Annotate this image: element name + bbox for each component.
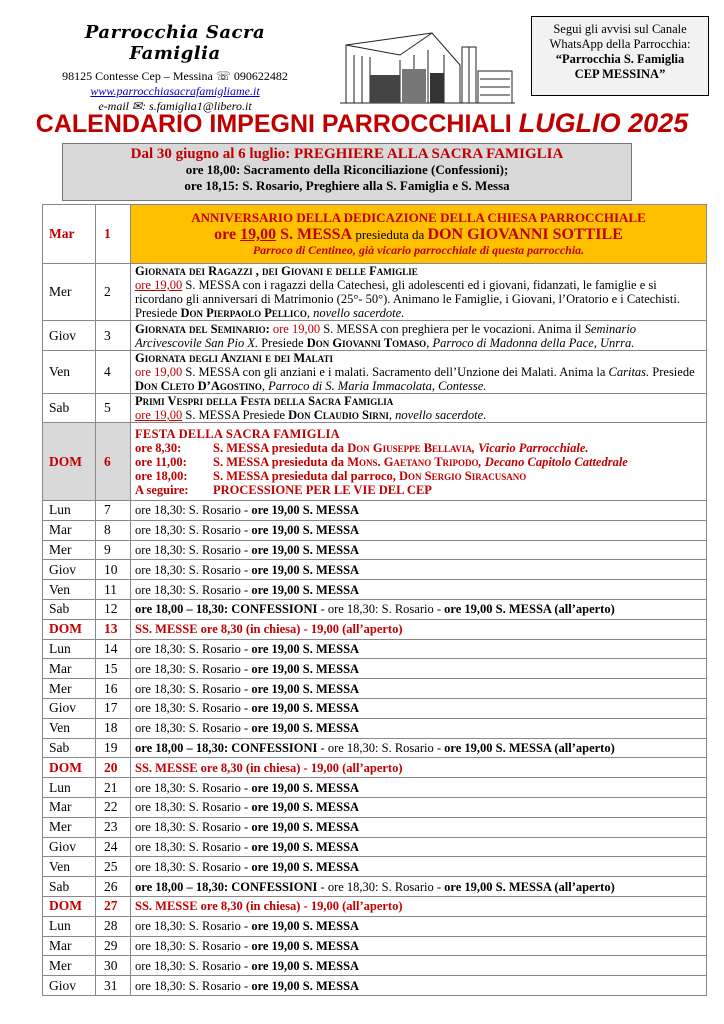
day-number: 10 [96, 560, 131, 580]
table-row [43, 877, 707, 897]
day-number: 31 [96, 976, 131, 996]
day-schedule: ore 18,30: S. Rosario - ore 19,00 S. MESSA [131, 976, 707, 996]
day-schedule: ore 18,30: S. Rosario - ore 19,00 S. MESSA [131, 540, 707, 560]
day-name: DOM [43, 423, 96, 501]
event-seminary-day: Giornata del Seminario: ore 19,00 S. MESSA con preghiera per le vocazioni. Anima il Seminario Arcivescovile San Pio X. Presiede Don Giovanni Tomaso, Parroco di Madonna della Pace, Unrra. [131, 321, 707, 351]
title-main: CALENDARIO IMPEGNI PARROCCHIALI [35, 110, 512, 138]
day-schedule: ore 18,30: S. Rosario - ore 19,00 S. MESSA [131, 956, 707, 976]
table-row [43, 976, 707, 996]
table-row [43, 619, 707, 639]
day-number: 17 [96, 698, 131, 718]
day-name: Giov [43, 560, 96, 580]
day-number: 16 [96, 679, 131, 699]
day-name: Mar [43, 520, 96, 540]
table-row [43, 580, 707, 600]
day-schedule: ore 18,30: S. Rosario - ore 19,00 S. MESSA [131, 916, 707, 936]
day-number: 14 [96, 639, 131, 659]
day-schedule: ore 18,30: S. Rosario - ore 19,00 S. MESSA [131, 936, 707, 956]
day-number: 8 [96, 520, 131, 540]
day-number: 15 [96, 659, 131, 679]
day-number: 4 [96, 351, 131, 394]
day-number: 1 [96, 205, 131, 264]
day-schedule: ore 18,00 – 18,30: CONFESSIONI - ore 18,30: S. Rosario - ore 19,00 S. MESSA (all’aperto) [131, 738, 707, 758]
whatsapp-line4: CEP MESSINA” [574, 67, 666, 81]
title-month: LUGLIO 2025 [518, 108, 689, 138]
table-row [43, 639, 707, 659]
whatsapp-line3: “Parrocchia S. Famiglia [555, 52, 685, 66]
day-name: DOM [43, 758, 96, 778]
event-note: Parroco di Centineo, già vicario parrocchiale di questa parrocchia. [252, 243, 585, 257]
day-schedule: ore 18,30: S. Rosario - ore 19,00 S. MESSA [131, 817, 707, 837]
day-number: 9 [96, 540, 131, 560]
whatsapp-line1: Segui gli avvisi sul Canale [553, 22, 687, 36]
parish-header [40, 22, 310, 114]
event-title: Giornata dei Ragazzi , dei Giovani e delle Famiglie [135, 264, 418, 278]
intro-box [62, 143, 632, 201]
page-title [0, 108, 724, 139]
day-name: Mar [43, 205, 96, 264]
event-title: ANNIVERSARIO DELLA DEDICAZIONE DELLA CHIESA PARROCCHIALE [191, 210, 646, 225]
day-number: 27 [96, 896, 131, 916]
table-row [43, 501, 707, 521]
day-schedule: SS. MESSE ore 8,30 (in chiesa) - 19,00 (all’aperto) [131, 619, 707, 639]
table-row [43, 520, 707, 540]
parish-email[interactable]: e-mail ✉: s.famiglia1@libero.it [98, 99, 252, 113]
day-number: 21 [96, 778, 131, 798]
day-name: Ven [43, 580, 96, 600]
event-youth-day: Giornata dei Ragazzi , dei Giovani e delle Famiglie ore 19,00 S. MESSA con i ragazzi della Catechesi, gli adolescenti ed i giovani, fidanzati, le famiglie e si ricordano gli anniversari di Matrimonio (25°- 50°). Animano le Famiglie, i Giovani, l’Oratorio e i Catechisti. Presiede Don Pierpaolo Pellico, novello sacerdote. [131, 264, 707, 321]
table-row [43, 817, 707, 837]
day-name: Sab [43, 877, 96, 897]
table-row [43, 896, 707, 916]
table-row [43, 423, 707, 501]
whatsapp-notice [531, 16, 709, 96]
table-row [43, 679, 707, 699]
day-number: 22 [96, 797, 131, 817]
parish-website-link[interactable]: www.parrocchiasacrafamigliame.it [90, 84, 260, 98]
table-row [43, 738, 707, 758]
table-row [43, 916, 707, 936]
day-name: Mer [43, 817, 96, 837]
day-name: Mar [43, 659, 96, 679]
day-schedule: ore 18,30: S. Rosario - ore 19,00 S. MESSA [131, 639, 707, 659]
day-schedule: ore 18,30: S. Rosario - ore 19,00 S. MESSA [131, 797, 707, 817]
calendar-table [42, 204, 707, 996]
day-number: 12 [96, 599, 131, 619]
day-name: DOM [43, 619, 96, 639]
day-name: DOM [43, 896, 96, 916]
day-name: Giov [43, 976, 96, 996]
day-schedule: ore 18,30: S. Rosario - ore 19,00 S. MESSA [131, 560, 707, 580]
day-schedule: ore 18,30: S. Rosario - ore 19,00 S. MESSA [131, 501, 707, 521]
table-row [43, 205, 707, 264]
intro-line2: ore 18,00: Sacramento della Riconciliazione (Confessioni); [185, 162, 509, 177]
day-name: Giov [43, 698, 96, 718]
table-row [43, 837, 707, 857]
day-name: Sab [43, 738, 96, 758]
day-name: Lun [43, 639, 96, 659]
table-row [43, 857, 707, 877]
day-name: Mer [43, 264, 96, 321]
parish-address: 98125 Contesse Cep – Messina ☏ 090622482 [62, 69, 288, 83]
table-row [43, 956, 707, 976]
day-number: 11 [96, 580, 131, 600]
day-number: 26 [96, 877, 131, 897]
day-name: Mer [43, 540, 96, 560]
day-name: Giov [43, 837, 96, 857]
day-number: 20 [96, 758, 131, 778]
day-number: 13 [96, 619, 131, 639]
day-name: Mar [43, 936, 96, 956]
intro-line1: Dal 30 giugno al 6 luglio: PREGHIERE ALLA SACRA FAMIGLIA [130, 146, 564, 162]
table-row [43, 698, 707, 718]
day-name: Ven [43, 351, 96, 394]
day-name: Sab [43, 394, 96, 423]
day-number: 2 [96, 264, 131, 321]
table-row [43, 936, 707, 956]
day-number: 5 [96, 394, 131, 423]
day-number: 24 [96, 837, 131, 857]
day-schedule: ore 18,00 – 18,30: CONFESSIONI - ore 18,30: S. Rosario - ore 19,00 S. MESSA (all’aperto) [131, 877, 707, 897]
event-anniversary [131, 205, 707, 264]
whatsapp-line2: WhatsApp della Parrocchia: [549, 37, 691, 51]
day-number: 7 [96, 501, 131, 521]
event-elderly-day: Giornata degli Anziani e dei Malati ore 19,00 S. MESSA con gli anziani e i malati. Sacramento dell’Unzione dei Malati. Anima la Caritas. Presiede Don Cleto D’Agostino, Parroco di S. Maria Immacolata, Contesse. [131, 351, 707, 394]
parish-name: Parrocchia Sacra Famiglia [84, 22, 266, 64]
day-schedule: SS. MESSE ore 8,30 (in chiesa) - 19,00 (all’aperto) [131, 896, 707, 916]
event-title: Giornata degli Anziani e dei Malati [135, 351, 334, 365]
day-number: 23 [96, 817, 131, 837]
day-name: Mer [43, 956, 96, 976]
day-number: 3 [96, 321, 131, 351]
day-schedule: ore 18,00 – 18,30: CONFESSIONI - ore 18,30: S. Rosario - ore 19,00 S. MESSA (all’aperto) [131, 599, 707, 619]
table-row [43, 264, 707, 321]
table-row [43, 560, 707, 580]
day-schedule: ore 18,30: S. Rosario - ore 19,00 S. MESSA [131, 698, 707, 718]
event-title: FESTA DELLA SACRA FAMIGLIA [135, 426, 340, 441]
day-name: Giov [43, 321, 96, 351]
table-row [43, 599, 707, 619]
table-row [43, 778, 707, 798]
table-row [43, 351, 707, 394]
day-schedule: ore 18,30: S. Rosario - ore 19,00 S. MESSA [131, 857, 707, 877]
day-number: 29 [96, 936, 131, 956]
day-name: Sab [43, 599, 96, 619]
day-name: Mer [43, 679, 96, 699]
day-schedule: ore 18,30: S. Rosario - ore 19,00 S. MESSA [131, 718, 707, 738]
day-name: Ven [43, 718, 96, 738]
table-row [43, 394, 707, 423]
day-name: Ven [43, 857, 96, 877]
day-schedule: ore 18,30: S. Rosario - ore 19,00 S. MESSA [131, 520, 707, 540]
table-row [43, 540, 707, 560]
table-row [43, 321, 707, 351]
day-schedule: ore 18,30: S. Rosario - ore 19,00 S. MESSA [131, 580, 707, 600]
day-number: 25 [96, 857, 131, 877]
day-schedule: SS. MESSE ore 8,30 (in chiesa) - 19,00 (all’aperto) [131, 758, 707, 778]
table-row [43, 758, 707, 778]
table-row [43, 797, 707, 817]
event-first-vespers: Primi Vespri della Festa della Sacra Famiglia ore 19,00 S. MESSA Presiede Don Claudio Sirni, novello sacerdote. [131, 394, 707, 423]
intro-line3: ore 18,15: S. Rosario, Preghiere alla S. Famiglia e S. Messa [184, 178, 510, 193]
day-name: Lun [43, 778, 96, 798]
day-name: Mar [43, 797, 96, 817]
day-number: 28 [96, 916, 131, 936]
day-number: 30 [96, 956, 131, 976]
day-schedule: ore 18,30: S. Rosario - ore 19,00 S. MESSA [131, 679, 707, 699]
event-title: Primi Vespri della Festa della Sacra Famiglia [135, 394, 394, 408]
table-row [43, 659, 707, 679]
day-schedule: ore 18,30: S. Rosario - ore 19,00 S. MESSA [131, 837, 707, 857]
table-row [43, 718, 707, 738]
day-schedule: ore 18,30: S. Rosario - ore 19,00 S. MESSA [131, 659, 707, 679]
day-number: 6 [96, 423, 131, 501]
day-schedule: ore 18,30: S. Rosario - ore 19,00 S. MESSA [131, 778, 707, 798]
day-name: Lun [43, 916, 96, 936]
day-number: 18 [96, 718, 131, 738]
day-number: 19 [96, 738, 131, 758]
event-holy-family-feast: FESTA DELLA SACRA FAMIGLIA ore 8,30: S. MESSA presieduta da Don Giuseppe Bellavia, Vicario Parrocchiale. ore 11,00: S. MESSA presieduta da Mons. Gaetano Tripodo, Decano Capitolo Cattedrale ore 18,00: S. MESSA presieduta dal parroco, Don Sergio Siracusano A seguire: PROCESSIONE PER LE VIE DEL CEP [131, 423, 707, 501]
day-name: Lun [43, 501, 96, 521]
event-mass: ore 19,00 S. MESSA presieduta da DON GIOVANNI SOTTILE [214, 226, 623, 243]
church-drawing [340, 25, 515, 105]
